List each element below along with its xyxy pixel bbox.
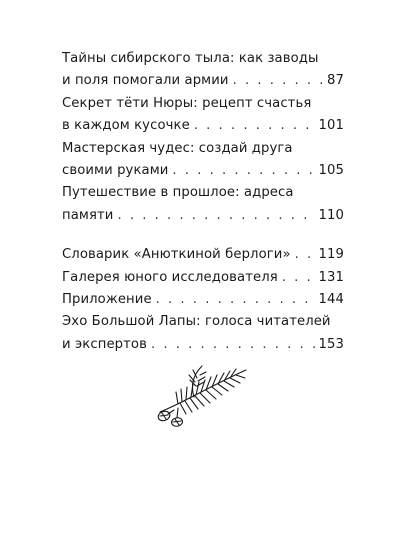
toc-entry-line [62,93,344,115]
toc-page-number: 153 [318,336,344,352]
toc-entry-line [62,289,344,311]
dot-leader [172,160,314,182]
toc-entry[interactable] [62,289,344,311]
toc-entry-line [62,48,344,70]
toc-page-number: 119 [318,247,344,263]
dot-leader [117,205,314,227]
toc-entry[interactable] [62,138,344,183]
toc-group [62,244,344,356]
toc-entry-title: Мастерская чудес: создай друга [62,140,293,156]
pine-branch-icon [150,362,260,434]
dot-leader [156,289,315,311]
toc-page-number: 105 [318,163,344,179]
toc-entry[interactable] [62,93,344,138]
toc-entry-title: Приложение [62,292,152,308]
toc-entry-line [62,334,344,356]
dot-leader [151,334,315,356]
toc-entry-title: Тайны сибирского тыла: как заводы [62,51,319,66]
toc-entry-title: Словарик «Анюткиной берлоги» [62,247,291,263]
toc-entry-line [62,70,344,92]
toc-entry[interactable] [62,267,344,289]
dot-leader [295,244,315,266]
toc-entry-title: и экспертов [62,336,147,352]
toc-entry-title: Путешествие в прошлое: адреса [62,185,294,201]
toc-entry[interactable] [62,244,344,266]
toc-page-number: 131 [318,269,344,285]
toc-entry-line [62,160,344,182]
toc-entry-line [62,267,344,289]
toc-entry-title: Галерея юного исследователя [62,269,278,285]
toc-page-number: 110 [318,207,344,223]
dot-leader [233,70,323,92]
toc-entry-line [62,115,344,137]
toc-entry-line [62,182,344,204]
toc-page-number: 144 [318,292,344,308]
toc-entry[interactable] [62,311,344,356]
toc-entry-title: памяти [62,207,114,223]
dot-leader [282,267,315,289]
table-of-contents [62,48,344,356]
toc-entry-line [62,205,344,227]
toc-entry-line [62,138,344,160]
toc-entry-line [62,311,344,333]
dot-leader [194,115,315,137]
toc-page-number: 87 [327,73,344,89]
toc-entry-title: в каждом кусочке [62,118,190,134]
toc-entry-line [62,244,344,266]
toc-page-number: 101 [318,118,344,134]
toc-entry-title: Секрет тёти Нюры: рецепт счастья [62,95,312,111]
toc-entry[interactable] [62,182,344,227]
toc-entry-title: и поля помогали армии [62,73,229,89]
toc-entry-title: Эхо Большой Лапы: голоса читателей [62,314,331,330]
toc-entry[interactable] [62,48,344,93]
toc-entry-title: своими руками [62,163,169,179]
toc-group [62,48,344,227]
